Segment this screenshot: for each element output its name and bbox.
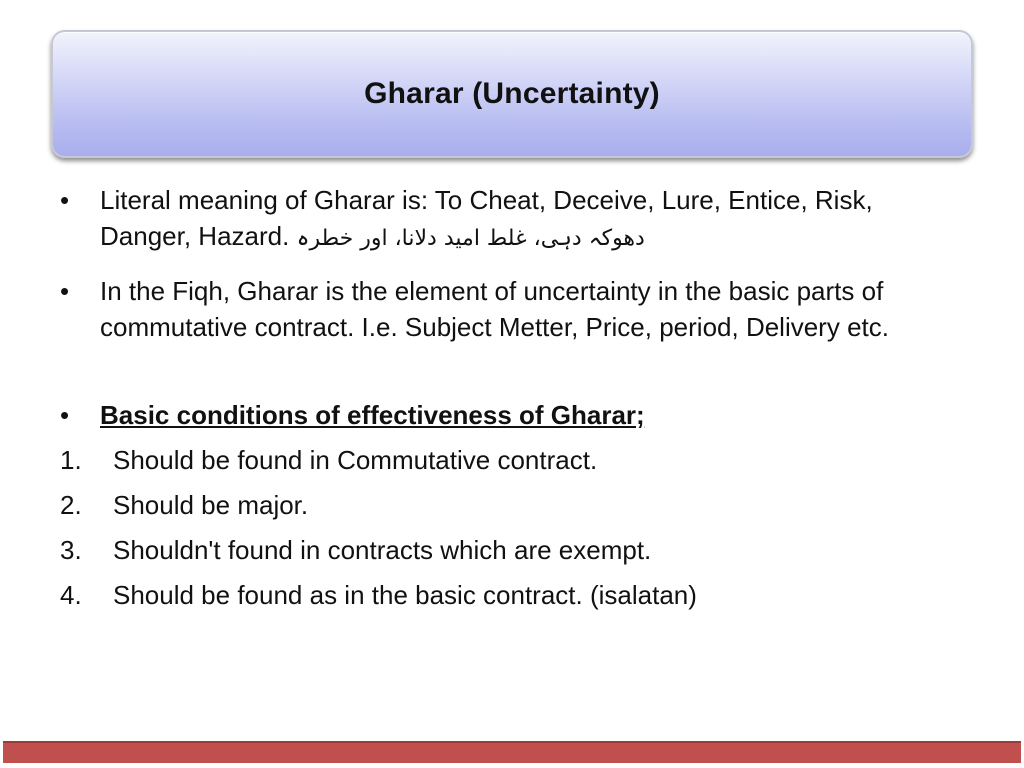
bullet-text: Literal meaning of Gharar is: To Cheat, Deceive, Lure, Entice, Risk, Danger, Hazard. [100, 185, 873, 251]
condition-text: Should be found as in the basic contract. (isalatan) [113, 580, 697, 610]
conditions-heading: Basic conditions of effectiveness of Gharar; [100, 400, 645, 430]
title-banner [51, 30, 973, 158]
bullet-item-fiqh-definition [58, 273, 958, 345]
bullet-icon: • [60, 400, 70, 430]
footer-accent-bar [3, 741, 1021, 763]
condition-text: Shouldn't found in contracts which are exempt. [113, 535, 652, 565]
condition-number: 2. [60, 490, 82, 520]
bullet-item-conditions-heading [58, 397, 958, 433]
bullet-icon: • [60, 276, 70, 306]
bullet-item-literal-meaning [58, 182, 958, 257]
condition-number: 3. [60, 535, 82, 565]
bullet-text: In the Fiqh, Gharar is the element of uncertainty in the basic parts of commutative contract. I.e. Subject Metter, Price, period, Delivery etc. [100, 276, 889, 342]
slide-body [58, 182, 958, 622]
urdu-translation: دھوکہ دہی، غلط امید دلانا، اور خطرہ [296, 226, 645, 251]
condition-number: 1. [60, 445, 82, 475]
condition-item [58, 577, 958, 613]
condition-item [58, 442, 958, 478]
slide-title: Gharar (Uncertainty) [364, 77, 660, 110]
condition-text: Should be major. [113, 490, 309, 520]
condition-number: 4. [60, 580, 82, 610]
bullet-icon: • [60, 185, 70, 215]
condition-item [58, 487, 958, 523]
condition-item [58, 532, 958, 568]
conditions-list [58, 442, 958, 613]
condition-text: Should be found in Commutative contract. [113, 445, 598, 475]
